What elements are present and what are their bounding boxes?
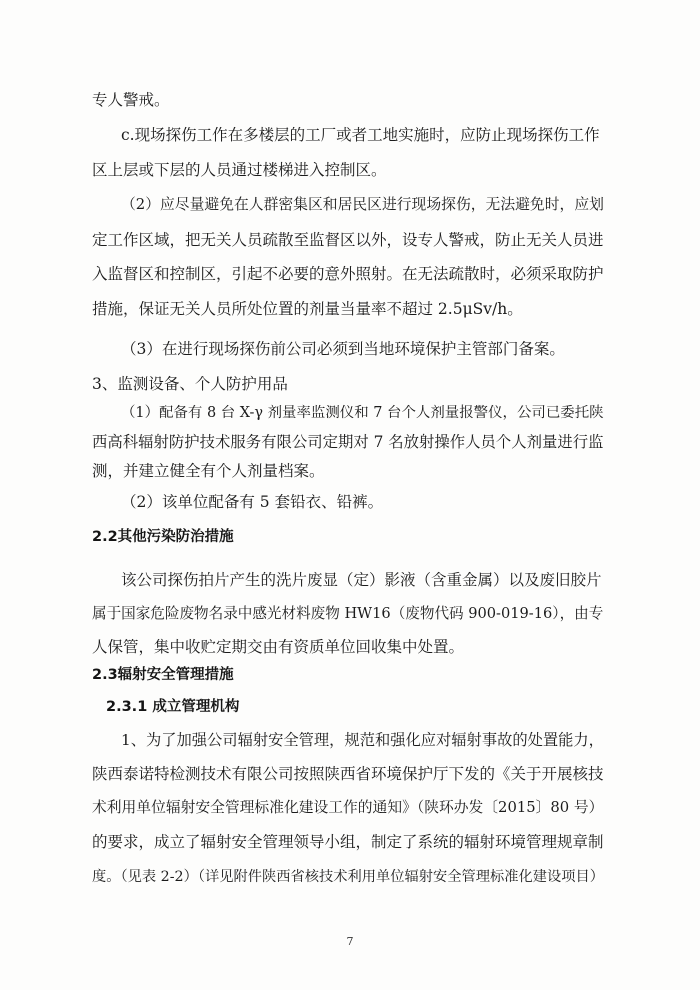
paragraph-line: （1）配备有 8 台 X-γ 剂量率监测仪和 7 台个人剂量报警仪，公司已委托陕	[121, 405, 604, 421]
paragraph-line: （3）在进行现场探伤前公司必须到当地环境保护主管部门备案。	[121, 340, 565, 358]
paragraph-line: 该公司探伤拍片产生的洗片废显（定）影液（含重金属）以及废旧胶片	[121, 571, 602, 589]
paragraph-line: （2）该单位配备有 5 套铅衣、铅裤。	[121, 493, 384, 511]
section-heading-3: 3、监测设备、个人防护用品	[92, 375, 288, 393]
paragraph-line: 定工作区域，把无关人员疏散至监督区以外，设专人警戒，防止无关人员进	[92, 231, 604, 249]
paragraph-line: （2）应尽量避免在人群密集区和居民区进行现场探伤，无法避免时，应划	[121, 196, 604, 213]
paragraph-line: 西高科辐射防护技术服务有限公司定期对 7 名放射操作人员个人剂量进行监	[92, 433, 604, 451]
paragraph-line: 的要求，成立了辐射安全管理领导小组，制定了系统的辐射环境管理规章制	[92, 833, 604, 851]
subsection-heading-2-3-1: 2.3.1 成立管理机构	[106, 699, 240, 715]
paragraph-line: 属于国家危险废物名录中感光材料废物 HW16（废物代码 900-019-16），由专	[92, 605, 604, 622]
page-number: 7	[346, 935, 354, 948]
paragraph-line: 措施，保证无关人员所处位置的剂量当量率不超过 2.5μSv/h。	[92, 300, 523, 318]
paragraph-line: c.现场探伤工作在多楼层的工厂或者工地实施时，应防止现场探伤工作	[121, 126, 600, 144]
paragraph-line: 术利用单位辐射安全管理标准化建设工作的通知》（陕环办发〔2015〕80 号）	[92, 799, 604, 816]
paragraph-line: 陕西泰诺特检测技术有限公司按照陕西省环境保护厅下发的《关于开展核技	[92, 765, 604, 783]
paragraph-line: 人保管，集中收贮定期交由有资质单位回收集中处置。	[92, 638, 465, 656]
paragraph-line: 区上层或下层的人员通过楼梯进入控制区。	[92, 161, 387, 179]
paragraph-line: 度。（见表 2-2）（详见附件陕西省核技术利用单位辐射安全管理标准化建设项目）	[92, 869, 604, 885]
paragraph-line: 测，并建立健全有个人剂量档案。	[92, 462, 325, 480]
section-heading-2-2: 2.2其他污染防治措施	[92, 529, 234, 545]
section-heading-2-3: 2.3辐射安全管理措施	[92, 667, 234, 683]
paragraph-line: 入监督区和控制区，引起不必要的意外照射。在无法疏散时，必须采取防护	[92, 265, 604, 283]
paragraph-line: 专人警戒。	[92, 91, 170, 109]
paragraph-line: 1、为了加强公司辐射安全管理，规范和强化应对辐射事故的处置能力，	[121, 731, 604, 749]
